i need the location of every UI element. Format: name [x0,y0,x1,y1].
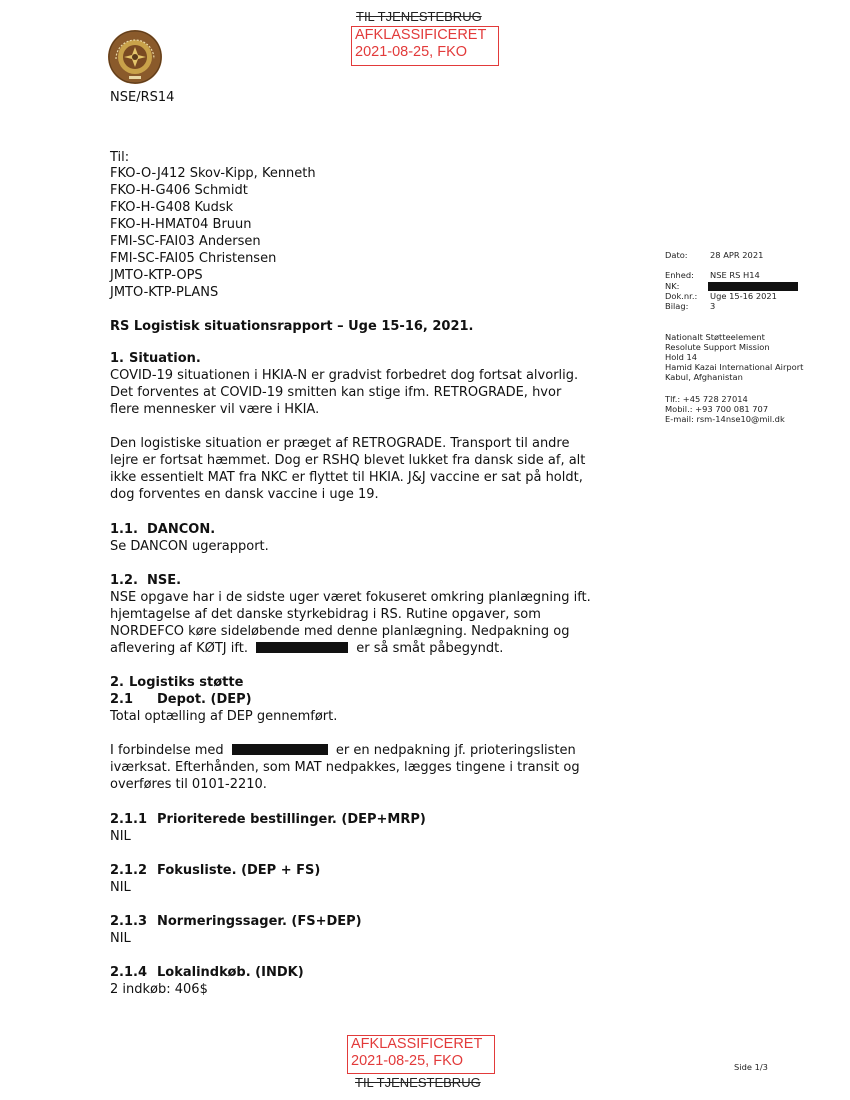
paragraph-line: Det forventes at COVID-19 smitten kan stige ifm. RETROGRADE, hvor [110,385,562,400]
recipient-item: FKO-H-HMAT04 Bruun [110,217,252,232]
address-line: Kabul, Afghanistan [665,372,743,382]
recipient-item: FMI-SC-FAI03 Andersen [110,234,261,249]
redaction-bar [708,282,798,291]
section-heading: DANCON. [147,522,216,537]
classification-bottom: TIL TJENESTEBRUG [355,1075,481,1090]
section-number: 2.1.4 [110,965,148,980]
meta-enhed-value: NSE RS H14 [710,270,760,280]
text-fragment: er så småt påbegyndt. [356,641,504,656]
paragraph-line: NIL [110,829,131,844]
paragraph-line: COVID-19 situationen i HKIA-N er gradvist forbedret dog fortsat alvorlig. [110,368,579,383]
declassified-stamp-top [351,26,499,66]
classification-top: TIL TJENESTEBRUG [356,9,482,24]
recipient-item: JMTO-KTP-PLANS [110,285,219,300]
paragraph-line: Total optælling af DEP gennemført. [110,709,338,724]
paragraph-line: Den logistiske situation er præget af RETROGRADE. Transport til andre [110,436,570,451]
paragraph-line: NIL [110,931,131,946]
paragraph-line: overføres til 0101-2210. [110,777,267,792]
paragraph-line: 2 indkøb: 406$ [110,982,208,997]
section-heading: Situation. [129,351,201,366]
section-heading: NSE. [147,573,182,588]
section-heading: Fokusliste. (DEP + FS) [157,863,321,878]
address-line: Resolute Support Mission [665,342,770,352]
meta-dato-label: Dato: [665,250,688,260]
recipient-item: FKO-H-G408 Kudsk [110,200,234,215]
paragraph-line: NIL [110,880,131,895]
meta-doknr-value: Uge 15-16 2021 [710,291,777,301]
text-fragment: I forbindelse med [110,743,224,758]
page-number: Side 1/3 [734,1062,768,1072]
paragraph-line: lejre er fortsat hæmmet. Dog er RSHQ blevet lukket fra dansk side af, alt [110,453,586,468]
declassified-stamp-bottom [347,1035,495,1074]
address-line: Hold 14 [665,352,698,362]
section-number: 1. [110,351,124,366]
recipients-label: Til: [110,150,130,165]
paragraph-line: hjemtagelse af det danske styrkebidrag i RS. Rutine opgaver, som [110,607,541,622]
paragraph-line: NSE opgave har i de sidste uger været fokuseret omkring planlægning ift. [110,590,591,605]
section-number: 2. [110,675,124,690]
paragraph-line: dog forventes en dansk vaccine i uge 19. [110,487,379,502]
section-number: 2.1.2 [110,863,148,878]
redaction-bar [232,744,328,755]
recipient-item: FKO-O-J412 Skov-Kipp, Kenneth [110,166,316,181]
section-heading: Prioriterede bestillinger. (DEP+MRP) [157,812,426,827]
paragraph-line: Se DANCON ugerapport. [110,539,269,554]
section-heading: Normeringssager. (FS+DEP) [157,914,362,929]
paragraph-line-redacted [110,640,503,657]
paragraph-line: ikke essentielt MAT fra NKC er flyttet til HKIA. J&J vaccine er sat på holdt, [110,470,583,485]
stamp-bottom-line2: 2021-08-25, FKO [351,1053,464,1069]
section-heading: Depot. (DEP) [157,692,252,707]
contact-tlf: Tlf.: +45 728 27014 [665,394,748,404]
meta-nk-label: NK: [665,281,680,291]
stamp-top-line1: AFKLASSIFICERET [355,27,487,43]
paragraph-line: NORDEFCO køre sideløbende med denne planlægning. Nedpakning og [110,624,570,639]
meta-enhed-label: Enhed: [665,270,694,280]
stamp-bottom-line1: AFKLASSIFICERET [351,1036,483,1052]
meta-dato-value: 28 APR 2021 [710,250,764,260]
section-number: 2.1.3 [110,914,148,929]
text-fragment: er en nedpakning jf. prioteringslisten [335,743,576,758]
address-line: Hamid Kazai International Airport [665,362,804,372]
recipient-item: FKO-H-G406 Schmidt [110,183,248,198]
nse-logo-icon [107,29,163,85]
redaction-bar [256,642,348,653]
section-number: 1.1. [110,522,138,537]
meta-bilag-value: 3 [710,301,716,311]
contact-mobil: Mobil.: +93 700 081 707 [665,404,769,414]
section-heading: Lokalindkøb. (INDK) [157,965,304,980]
section-number: 2.1 [110,692,134,707]
document-title: RS Logistisk situationsrapport – Uge 15-16, 2021. [110,319,474,334]
recipient-item: JMTO-KTP-OPS [110,268,203,283]
recipient-item: FMI-SC-FAI05 Christensen [110,251,277,266]
section-number: 1.2. [110,573,138,588]
address-line: Nationalt Støtteelement [665,332,765,342]
paragraph-line: flere mennesker vil være i HKIA. [110,402,320,417]
meta-bilag-label: Bilag: [665,301,689,311]
section-number: 2.1.1 [110,812,148,827]
paragraph-line: iværksat. Efterhånden, som MAT nedpakkes, lægges tingene i transit og [110,760,580,775]
contact-email: E-mail: rsm-14nse10@mil.dk [665,414,785,424]
meta-doknr-label: Dok.nr.: [665,291,698,301]
section-heading: Logistiks støtte [129,675,244,690]
stamp-top-line2: 2021-08-25, FKO [355,44,468,60]
unit-code: NSE/RS14 [110,90,175,105]
paragraph-line-redacted [110,742,576,759]
text-fragment: aflevering af KØTJ ift. [110,641,248,656]
